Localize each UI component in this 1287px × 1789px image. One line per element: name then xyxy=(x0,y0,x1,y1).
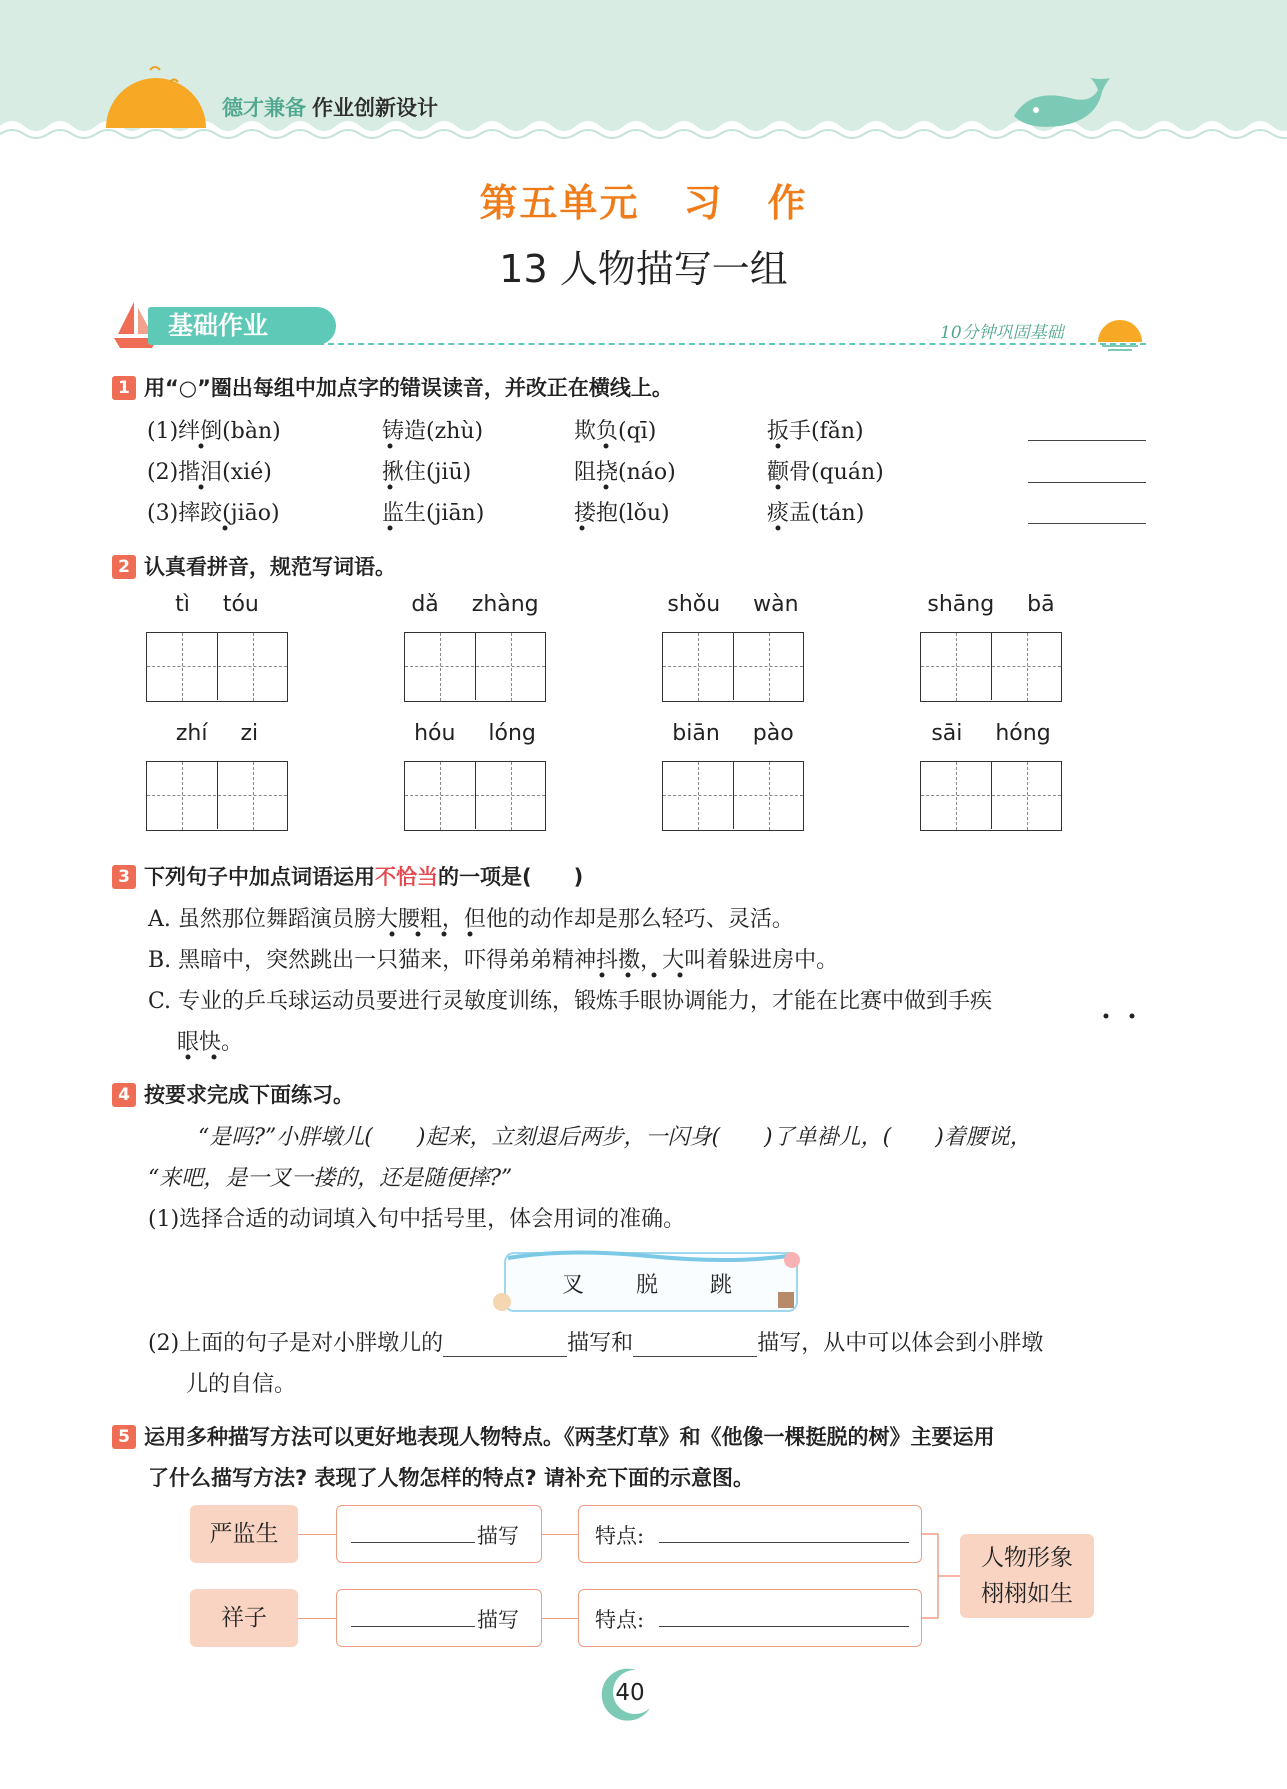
q4-word-3: 跳 xyxy=(710,1273,733,1298)
q5-trait-blank-2[interactable] xyxy=(659,1626,909,1627)
q1-row-1-item-2: 铸造(zhù) xyxy=(382,419,484,444)
q2-pinyin-1: tì tóu xyxy=(175,592,259,617)
q5-connector-2b xyxy=(542,1618,578,1619)
section-divider xyxy=(318,343,1146,345)
unit-name: 第五单元 xyxy=(479,181,640,225)
q4-number: 4 xyxy=(112,1083,136,1107)
q1-row-2-item-1: (2)揩泪(xié) xyxy=(147,460,272,485)
q2-pinyin-7: biān pào xyxy=(672,721,794,746)
q4-blank-1[interactable] xyxy=(443,1331,567,1357)
q4-blank-2[interactable] xyxy=(633,1331,757,1357)
q2-prompt xyxy=(112,551,396,581)
q4-passage-line-2: “来吧，是一叉一搂的，还是随便摔?” xyxy=(148,1166,513,1191)
q1-answer-line-1[interactable] xyxy=(1028,440,1146,441)
q5-text-1: 运用多种描写方法可以更好地表现人物特点。《两茎灯草》和《他像一棵挺脱的树》主要运用 xyxy=(144,1425,995,1449)
q2-writing-grid-6[interactable] xyxy=(404,761,546,831)
q1-row-2-item-4: 颧骨(quán) xyxy=(767,460,884,485)
whale-icon xyxy=(1010,76,1120,132)
q5-method-blank-1[interactable] xyxy=(351,1542,475,1543)
q2-writing-grid-3[interactable] xyxy=(662,632,804,702)
q2-writing-grid-2[interactable] xyxy=(404,632,546,702)
q3-option-c-line-2[interactable]: 眼快。 xyxy=(177,1030,244,1055)
q1-answer-line-3[interactable] xyxy=(1028,523,1146,524)
q5-character-2: 祥子 xyxy=(190,1589,298,1647)
q3-option-c-line-1[interactable]: C. 专业的乒乓球运动员要进行灵敏度训练，锻炼手眼协调能力，才能在比赛中做到手疾 xyxy=(148,989,993,1014)
q3-text-red: 不恰当 xyxy=(375,865,438,889)
q4-sub1: (1)选择合适的动词填入句中括号里，体会用词的准确。 xyxy=(148,1207,686,1232)
q2-pinyin-6: hóu lóng xyxy=(414,721,536,746)
q2-writing-grid-1[interactable] xyxy=(146,632,288,702)
q3-option-a[interactable]: A. 虽然那位舞蹈演员膀大腰粗，但他的动作却是那么轻巧、灵活。 xyxy=(148,907,794,932)
q5-connector-2a xyxy=(298,1618,336,1619)
q1-row-1-item-1: (1)绊倒(bàn) xyxy=(147,419,281,444)
q1-answer-line-2[interactable] xyxy=(1028,482,1146,483)
q5-connector-1b xyxy=(542,1534,578,1535)
q5-result-line-1: 人物形象 xyxy=(981,1545,1073,1571)
q5-trait-blank-1[interactable] xyxy=(659,1542,909,1543)
q5-bracket-connector xyxy=(920,1530,962,1626)
q1-row-3-item-3: 搂抱(lǒu) xyxy=(574,501,670,526)
q2-writing-grid-7[interactable] xyxy=(662,761,804,831)
q2-writing-grid-8[interactable] xyxy=(920,761,1062,831)
q5-trait-label-2: 特点: xyxy=(595,1608,645,1632)
q2-pinyin-4: shāng bā xyxy=(927,592,1055,617)
q2-writing-grid-5[interactable] xyxy=(146,761,288,831)
q3-text-a: 下列句子中加点词语运用 xyxy=(144,865,375,889)
q2-pinyin-5: zhí zi xyxy=(175,721,259,746)
q2-writing-grid-4[interactable] xyxy=(920,632,1062,702)
q1-row-1-item-3: 欺负(qī) xyxy=(574,419,657,444)
sun-icon xyxy=(100,60,210,130)
q4-sub2-b: 描写和 xyxy=(567,1331,634,1356)
q5-connector-1a xyxy=(298,1534,336,1535)
q4-text: 按要求完成下面练习。 xyxy=(144,1083,354,1107)
q2-pinyin-2: dǎ zhàng xyxy=(411,592,539,617)
q3-text-b: 的一项是( ) xyxy=(438,865,584,889)
q4-word-1: 叉 xyxy=(562,1273,585,1298)
brand-green: 德才兼备 xyxy=(222,96,306,120)
q1-row-3-item-2: 监生(jiān) xyxy=(382,501,485,526)
q5-method-box-1 xyxy=(336,1505,542,1563)
q1-row-3-item-1: (3)摔跤(jiāo) xyxy=(147,501,280,526)
q4-sub2-line-2: 儿的自信。 xyxy=(186,1372,297,1397)
q5-trait-box-1 xyxy=(578,1505,922,1563)
sunset-icon xyxy=(1094,312,1146,352)
page-number: 40 xyxy=(615,1680,645,1706)
q3-option-b[interactable]: B. 黑暗中，突然跳出一只猫来，吓得弟弟精神抖擞，大叫着躲进房中。 xyxy=(148,948,839,973)
q5-result-line-2: 栩栩如生 xyxy=(981,1581,1073,1607)
q2-number: 2 xyxy=(112,555,136,579)
q1-row-3-item-4: 痰盂(tán) xyxy=(767,501,865,526)
q5-result-box xyxy=(960,1534,1094,1618)
q5-method-label-1: 描写 xyxy=(477,1524,519,1548)
q5-number: 5 xyxy=(112,1425,136,1449)
section-tag: 基础作业 xyxy=(148,307,336,345)
q3-number: 3 xyxy=(112,865,136,889)
q2-text: 认真看拼音，规范写词语。 xyxy=(144,555,396,579)
unit-title xyxy=(0,172,1287,227)
q4-prompt xyxy=(112,1079,354,1109)
q5-method-box-2 xyxy=(336,1589,542,1647)
q1-number: 1 xyxy=(112,376,136,400)
q5-method-label-2: 描写 xyxy=(477,1608,519,1632)
brand-dark: 作业创新设计 xyxy=(312,96,438,120)
q5-character-1: 严监生 xyxy=(190,1505,298,1563)
q4-word-2: 脱 xyxy=(636,1273,659,1298)
brand xyxy=(222,92,438,122)
q4-passage-line-1: “是吗?”小胖墩儿( )起来，立刻退后两步，一闪身( )了单褂儿，( )着腰说， xyxy=(198,1125,1032,1150)
unit-word-2: 作 xyxy=(767,181,808,225)
unit-word-1: 习 xyxy=(683,181,724,225)
q1-row-1-item-4: 扳手(fǎn) xyxy=(767,419,864,444)
q4-sub2-a: (2)上面的句子是对小胖墩儿的 xyxy=(148,1331,444,1356)
q5-trait-label-1: 特点: xyxy=(595,1524,645,1548)
q5-trait-box-2 xyxy=(578,1589,922,1647)
q5-prompt-line-1 xyxy=(112,1421,995,1451)
q1-prompt xyxy=(112,372,673,402)
q3-prompt xyxy=(112,861,583,891)
q1-row-2-item-2: 揪住(jiū) xyxy=(382,460,472,485)
q4-sub2-line-1 xyxy=(148,1326,1043,1357)
q4-sub2-c: 描写，从中可以体会到小胖墩 xyxy=(757,1331,1044,1356)
section-note: 10分钟巩固基础 xyxy=(940,323,1064,343)
q1-row-2-item-3: 阻挠(náo) xyxy=(574,460,676,485)
q2-pinyin-8: sāi hóng xyxy=(931,721,1051,746)
q5-method-blank-2[interactable] xyxy=(351,1626,475,1627)
q2-pinyin-3: shǒu wàn xyxy=(667,592,799,617)
lesson-title: 13 人物描写一组 xyxy=(499,247,788,291)
q5-prompt-line-2: 了什么描写方法? 表现了人物怎样的特点? 请补充下面的示意图。 xyxy=(148,1466,754,1490)
q1-text: 用“○”圈出每组中加点字的错误读音，并改正在横线上。 xyxy=(144,376,673,400)
